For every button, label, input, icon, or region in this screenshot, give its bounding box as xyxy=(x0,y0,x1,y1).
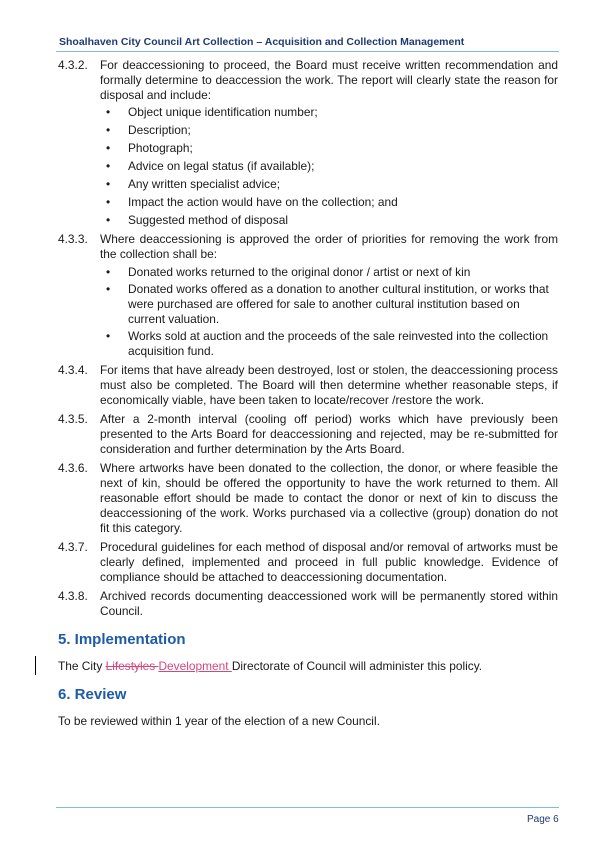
list-item: • Any written specialist advice; xyxy=(106,177,281,191)
clause-4-3-2 xyxy=(58,58,558,228)
bullet-icon: • xyxy=(106,105,111,119)
bullet-list xyxy=(100,265,558,359)
inserted-revision-text: Development xyxy=(158,659,232,673)
clause-number: 4.3.8. xyxy=(58,589,88,603)
list-item: • Advice on legal status (if available); xyxy=(106,159,315,173)
clause-number: 4.3.3. xyxy=(58,232,88,246)
clause-4-3-4 xyxy=(58,363,558,408)
bullet-icon: • xyxy=(106,141,111,155)
clause-number: 4.3.2. xyxy=(58,58,88,72)
clause-text: For deaccessioning to proceed, the Board must receive written recommendation and formally determine to deaccession the work. The report will clearly state the reason for disposal and include: xyxy=(100,58,558,102)
list-item: • Photograph; xyxy=(106,141,193,155)
bullet-icon: • xyxy=(106,213,111,227)
clause-number: 4.3.5. xyxy=(58,412,88,426)
footer-rule xyxy=(56,807,559,808)
clause-text: After a 2-month interval (cooling off period) works which have previously been presented to the Arts Board for deaccessioning and rejected, may be re-submitted for consideration and further determination by the Arts Board. xyxy=(100,412,558,456)
clause-4-3-8 xyxy=(58,589,558,619)
bullet-list xyxy=(100,105,558,228)
list-item: • Description; xyxy=(106,123,191,137)
list-item: • Works sold at auction and the proceeds of the sale reinvested into the collection acquisition fund. xyxy=(106,329,549,358)
list-item: • Object unique identification number; xyxy=(106,105,318,119)
bullet-icon: • xyxy=(106,159,111,173)
clause-number: 4.3.7. xyxy=(58,540,88,554)
implementation-heading: 5. Implementation xyxy=(58,631,186,648)
clause-text: Where artworks have been donated to the collection, the donor, or where feasible the next of kin, should be offered the opportunity to have the work returned to them. All reasonable effort should be made to contact the donor or next of kin to discuss the deaccessioning of the work. Works purchased via a collective (group) donation do not fit this category. xyxy=(100,461,558,535)
bullet-icon: • xyxy=(106,282,111,296)
clause-4-3-5 xyxy=(58,412,558,457)
implementation-text-after: Directorate of Council will administer this policy. xyxy=(231,659,483,673)
clause-text: Archived records documenting deaccessioned work will be permanently stored within Council. xyxy=(100,589,558,618)
clause-text: For items that have already been destroyed, lost or stolen, the deaccessioning process must also be completed. The Board will then determine whether reasonable steps, if economically viable, have been taken to locate/recover /restore the work. xyxy=(100,363,558,407)
clause-4-3-7 xyxy=(58,540,558,585)
list-item: • Donated works offered as a donation to another cultural institution, or works that were purchased are offered for sale to another cultural institution based on current valuation. xyxy=(106,282,549,326)
bullet-icon: • xyxy=(106,265,111,279)
clause-number: 4.3.6. xyxy=(58,461,88,475)
clause-number: 4.3.4. xyxy=(58,363,88,377)
bullet-icon: • xyxy=(106,195,111,209)
review-paragraph: To be reviewed within 1 year of the election of a new Council. xyxy=(58,714,380,728)
bullet-icon: • xyxy=(106,329,111,343)
page-number: Page 6 xyxy=(527,814,559,825)
revision-change-bar xyxy=(35,656,36,675)
document-body xyxy=(58,58,558,733)
list-item: • Donated works returned to the original donor / artist or next of kin xyxy=(106,265,471,279)
document-header: Shoalhaven City Council Art Collection – Acquisition and Collection Management xyxy=(59,36,465,48)
bullet-icon: • xyxy=(106,123,111,137)
implementation-text-before: The City xyxy=(58,659,106,673)
clause-4-3-6 xyxy=(58,461,558,536)
list-item: • Suggested method of disposal xyxy=(106,213,288,227)
implementation-paragraph xyxy=(58,659,558,674)
clause-text: Procedural guidelines for each method of disposal and/or removal of artworks must be clearly defined, implemented and proceed in full public knowledge. Evidence of compliance should be attached to deaccessioning documentation. xyxy=(100,540,558,584)
clause-text: Where deaccessioning is approved the order of priorities for removing the work from the collection shall be: xyxy=(100,232,558,261)
bullet-icon: • xyxy=(106,177,111,191)
deleted-revision-text: Lifestyles xyxy=(105,659,159,673)
header-rule xyxy=(56,51,559,52)
review-heading: 6. Review xyxy=(58,686,127,703)
list-item: • Impact the action would have on the collection; and xyxy=(106,195,398,209)
clause-4-3-3 xyxy=(58,232,558,359)
